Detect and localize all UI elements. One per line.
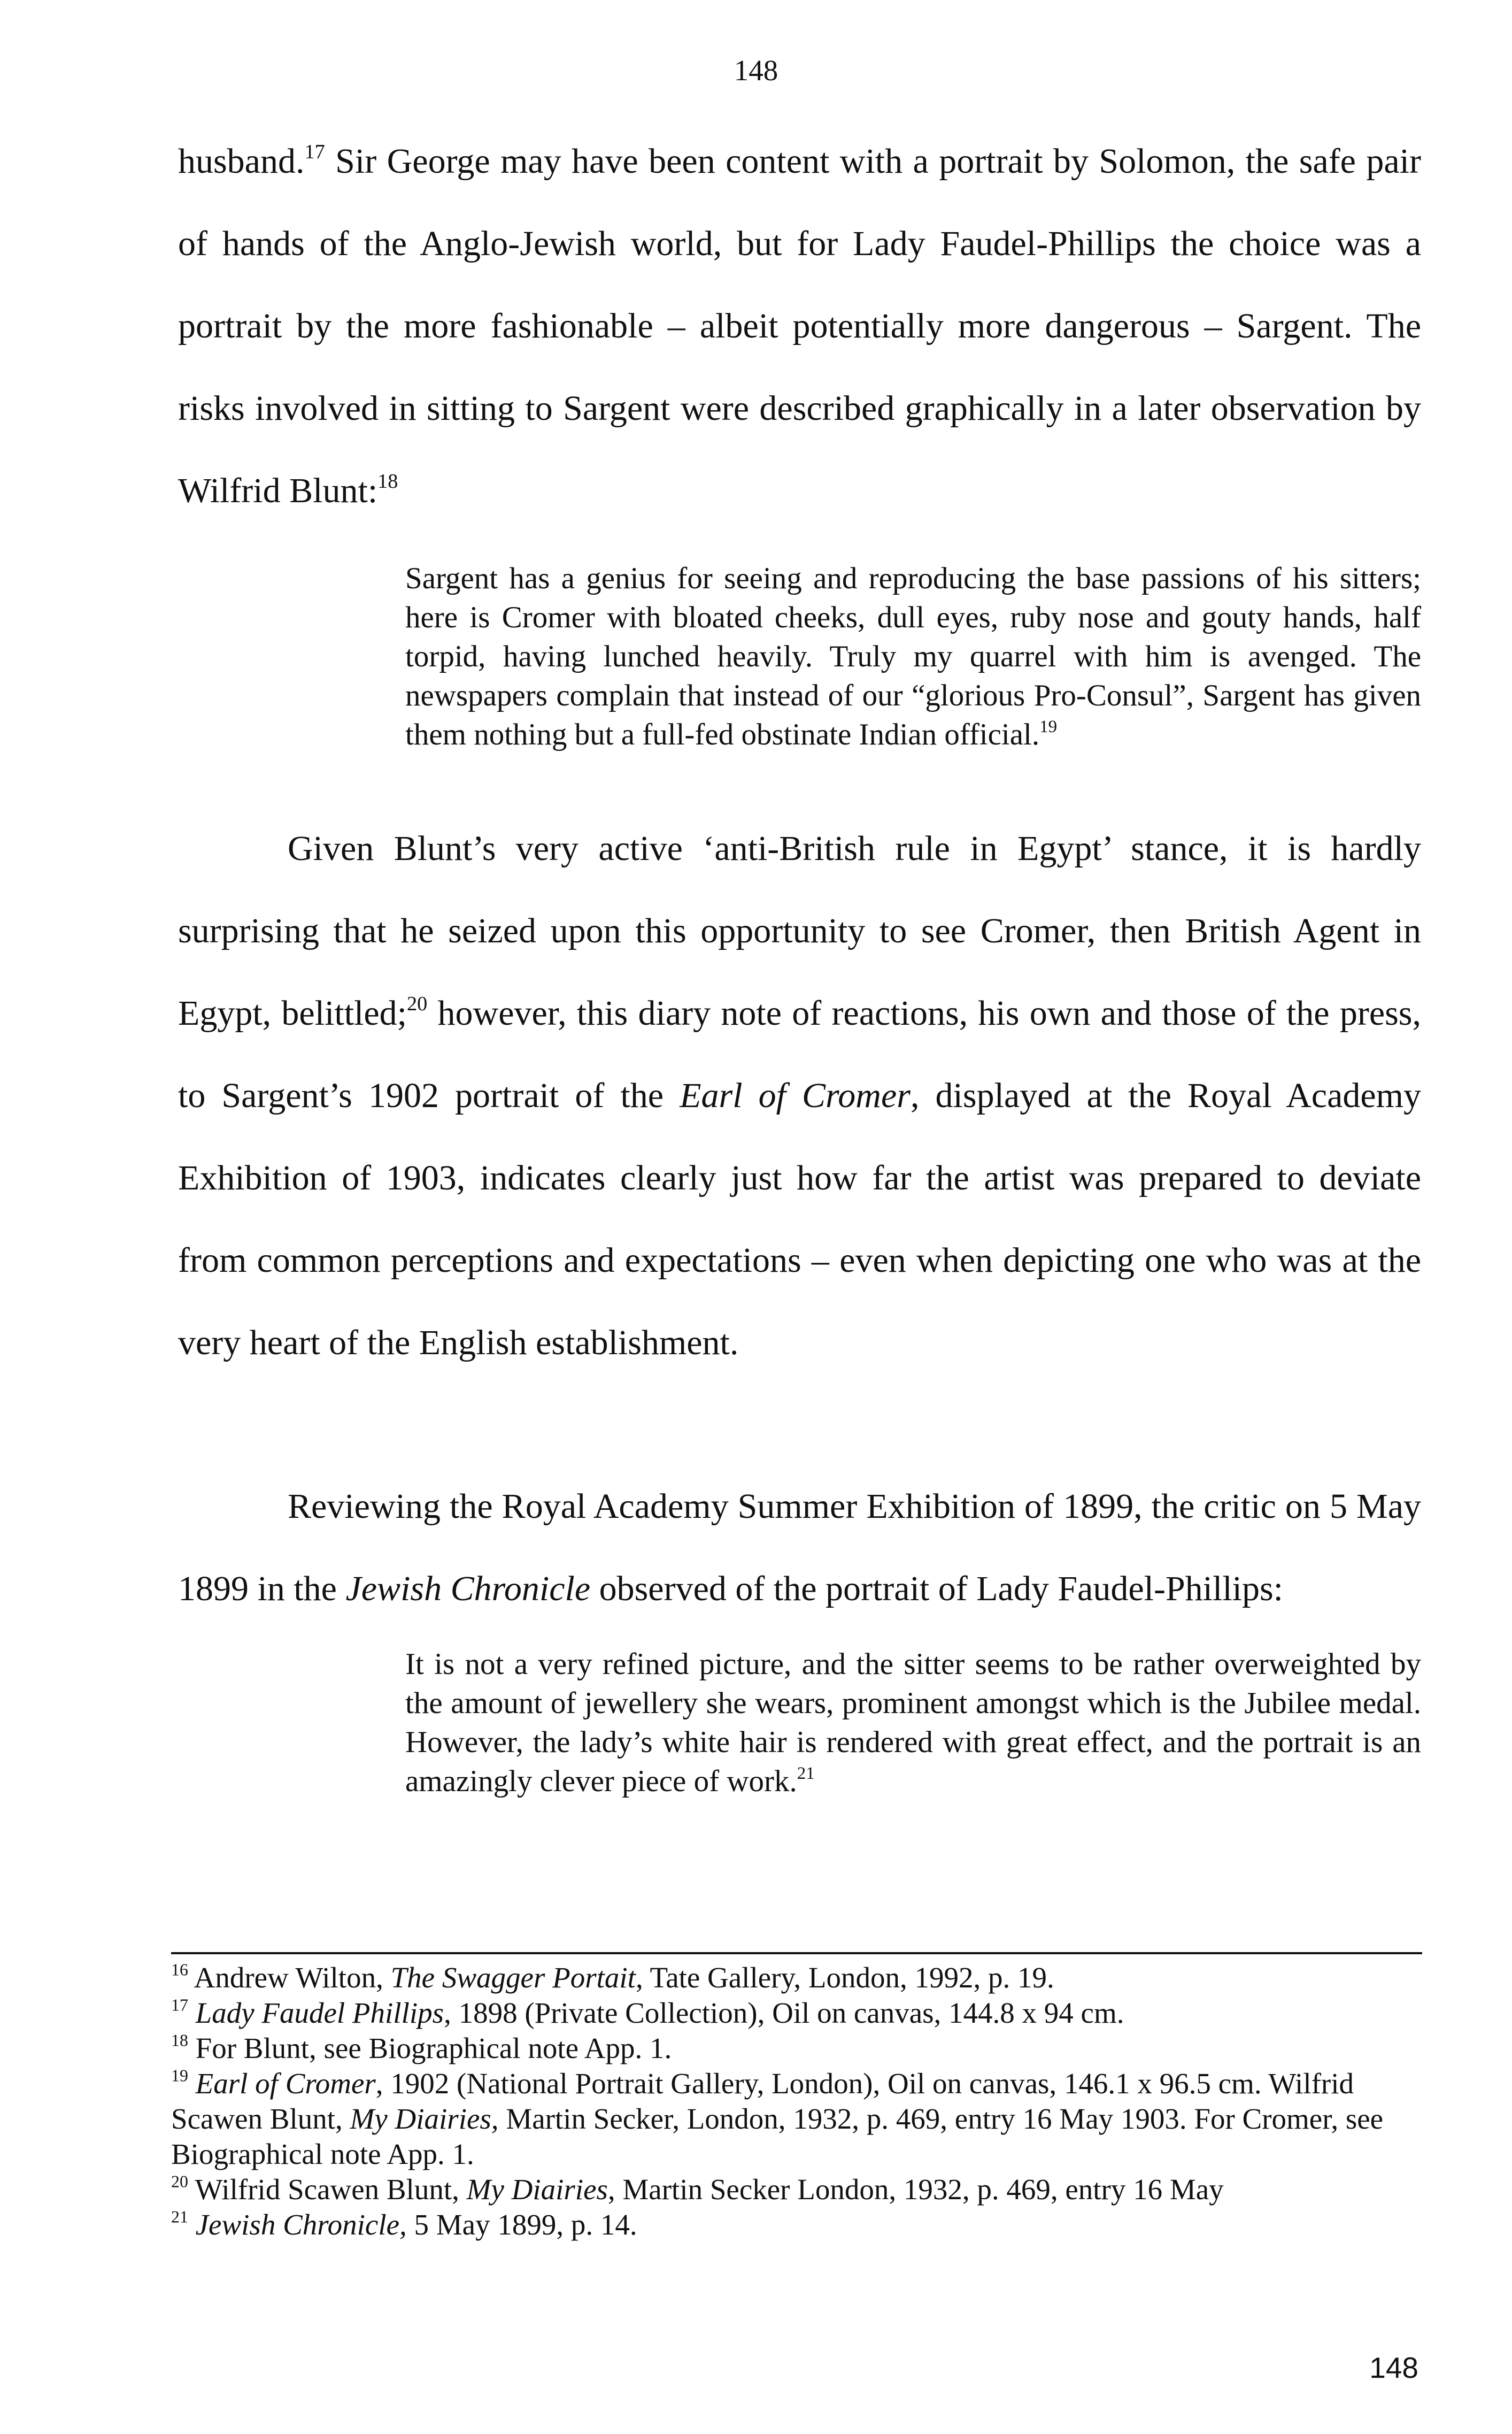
book-title: My Diairies, xyxy=(350,2102,499,2135)
page-number-top: 148 xyxy=(734,54,778,87)
publication-title: Jewish Chronicle, xyxy=(195,2208,407,2241)
text: , 1898 (Private Collection), Oil on canvas, 144.8 x 94 cm. xyxy=(444,1997,1124,2029)
block-quote-blunt xyxy=(405,559,1421,754)
footnote-ref-21[interactable]: 21 xyxy=(797,1763,815,1783)
footnote-ref-20[interactable]: 20 xyxy=(407,993,428,1016)
block-quote-jewish-chronicle xyxy=(405,1645,1421,1801)
footnote-20 xyxy=(171,2172,1422,2207)
quote-text: Sargent has a genius for seeing and reproducing the base passions of his sitters; here is Cromer with bloated cheeks, dull eyes, ruby nose and gouty hands, half torpid, having lunched heavily. Truly my quarrel with him is avenged. The newspapers complain that instead of our “glorious Pro-Consul”, Sargent has given them nothing but a full-fed obstinate Indian official. xyxy=(405,562,1421,751)
text: Reviewing the Royal Academy Summer Exhibition of 1899, the critic on 5 May 1899 in the xyxy=(178,1487,1421,1608)
footnote-ref-18[interactable]: 18 xyxy=(377,470,398,493)
book-title: My Diairies xyxy=(466,2173,608,2206)
artwork-title: Earl of Cromer xyxy=(680,1076,911,1115)
footnote-number: 21 xyxy=(171,2207,188,2226)
text: Martin Secker, London, 1932, p. 469, entry 16 May 1903. For Cromer, see Biographical note App. 1. xyxy=(171,2102,1384,2170)
footnote-number: 18 xyxy=(171,2031,188,2050)
text: , Martin Secker London, 1932, p. 469, entry 16 May xyxy=(607,2173,1224,2206)
text: however, this diary note of reactions, his own and those of the press, to Sargent’s 1902 portrait of the xyxy=(178,994,1421,1115)
paragraph-review xyxy=(178,1465,1421,1630)
publication-title: Jewish Chronicle xyxy=(345,1569,591,1608)
footnote-17 xyxy=(171,1995,1422,2031)
text: , 1902 (National Portrait Gallery, London), Oil on canvas, 146.1 x 96.5 cm. Wilfrid Scawen Blunt, xyxy=(171,2067,1354,2135)
footnote-number: 19 xyxy=(171,2066,188,2085)
footnote-number: 17 xyxy=(171,1995,188,2015)
footnote-21 xyxy=(171,2207,1422,2243)
footnote-19 xyxy=(171,2066,1422,2172)
text: Sir George may have been content with a portrait by Solomon, the safe pair of hands of the Anglo-Jewish world, but for Lady Faudel-Phillips the choice was a portrait by the more fashionable – albeit potentially more dangerous – Sargent. The risks involved in sitting to Sargent were described graphically in a later observation by Wilfrid Blunt: xyxy=(178,142,1421,510)
text: Andrew Wilton, xyxy=(188,1961,391,1994)
work-title: Lady Faudel Phillips xyxy=(195,1997,444,2029)
footnote-number: 20 xyxy=(171,2172,188,2191)
text: For Blunt, see Biographical note App. 1. xyxy=(188,2032,672,2064)
text: Given Blunt’s very active ‘anti-British rule in Egypt’ stance, it is hardly surprising that he seized upon this opportunity to see Cromer, then British Agent in Egypt, belittled; xyxy=(178,829,1421,1033)
text: observed of the portrait of Lady Faudel-Phillips: xyxy=(590,1569,1284,1608)
footnote-18 xyxy=(171,2031,1422,2066)
text: , displayed at the Royal Academy Exhibition of 1903, indicates clearly just how far the artist was prepared to deviate from common perceptions and expectations – even when depicting one who was at the very heart of the English establishment. xyxy=(178,1076,1421,1362)
text: 5 May 1899, p. 14. xyxy=(406,2208,637,2241)
text: Wilfrid Scawen Blunt, xyxy=(188,2173,467,2206)
paragraph-blunt-stance xyxy=(178,808,1421,1384)
paragraph-intro xyxy=(178,120,1421,532)
page-number-bottom: 148 xyxy=(1369,2351,1418,2384)
footnote-ref-19[interactable]: 19 xyxy=(1039,717,1058,736)
footnote-divider xyxy=(171,1952,1422,1954)
quote-text: It is not a very refined picture, and the sitter seems to be rather overweighted by the amount of jewellery she wears, prominent amongst which is the Jubilee medal. However, the lady’s white hair is rendered with great effect, and the portrait is an amazingly clever piece of work. xyxy=(405,1647,1421,1798)
footnote-ref-17[interactable]: 17 xyxy=(304,141,325,164)
footnote-16 xyxy=(171,1960,1422,1995)
footnotes xyxy=(171,1960,1422,2243)
text: , Tate Gallery, London, 1992, p. 19. xyxy=(635,1961,1054,1994)
work-title: Earl of Cromer xyxy=(195,2067,376,2100)
work-title: The Swagger Portait xyxy=(390,1961,636,1994)
text: husband. xyxy=(178,142,305,181)
footnote-number: 16 xyxy=(171,1960,188,1979)
